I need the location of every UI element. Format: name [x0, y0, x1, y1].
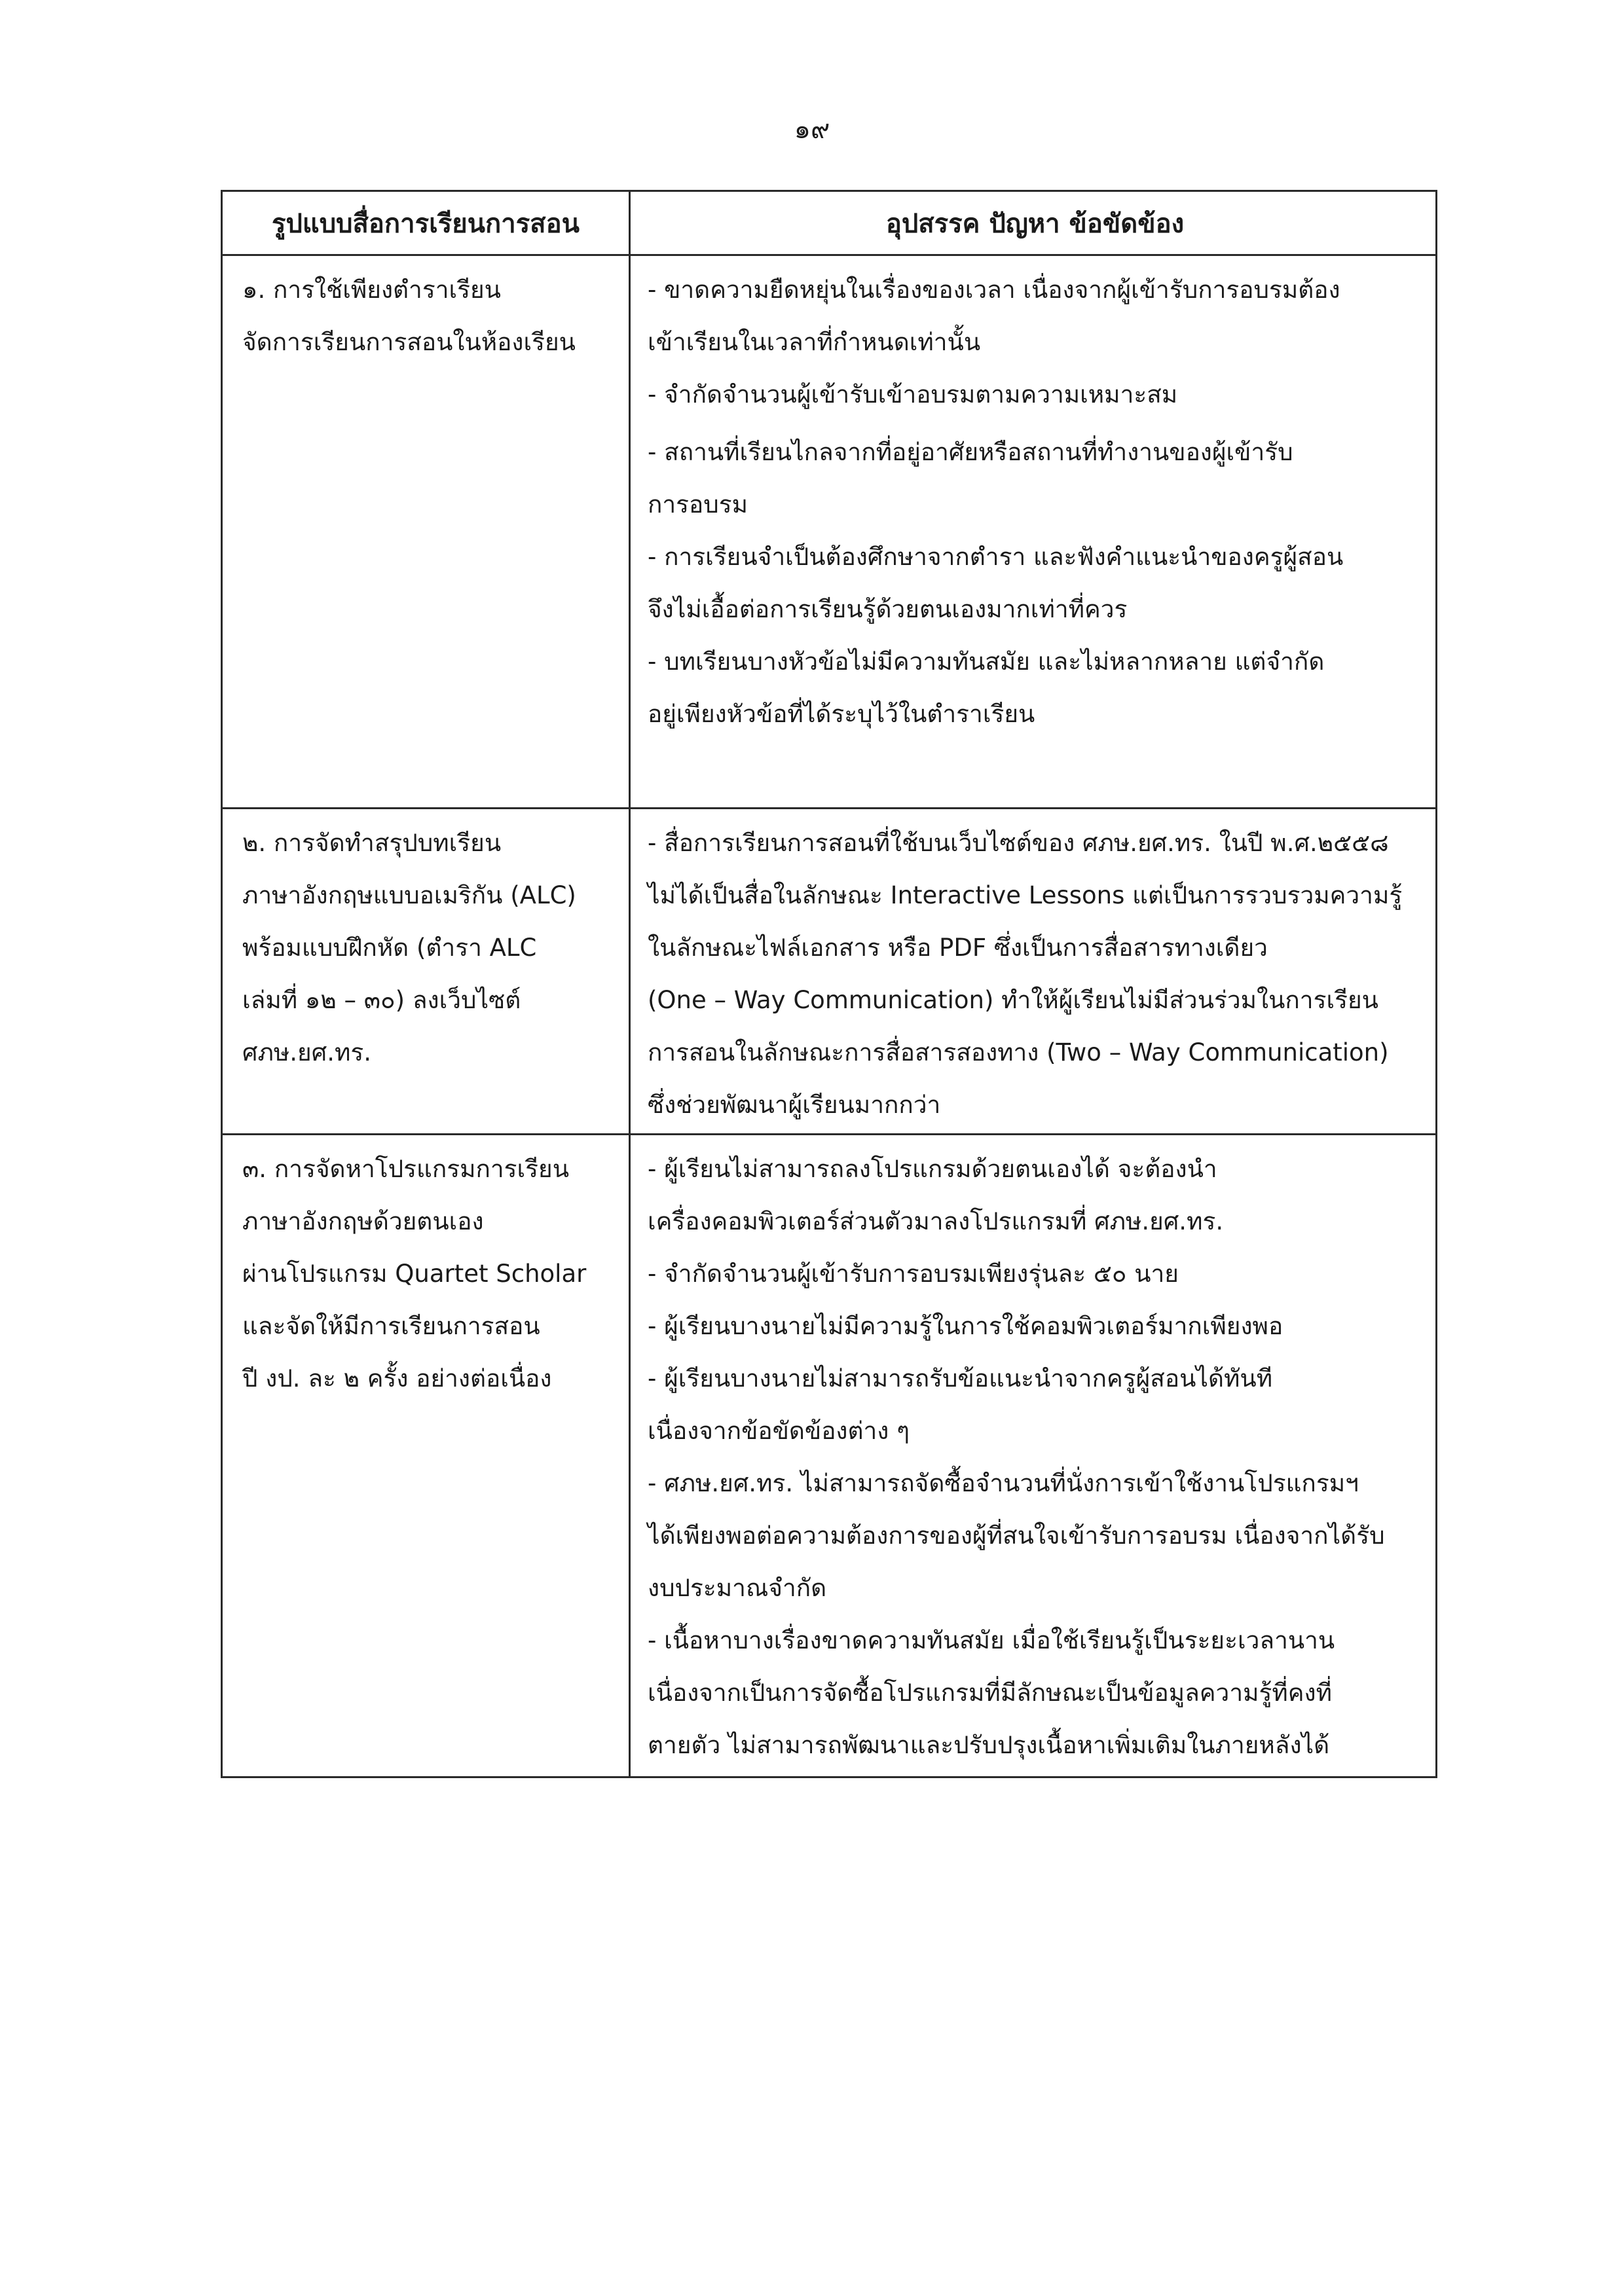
row-3-media-line: และจัดให้มีการเรียนการสอน: [242, 1312, 540, 1340]
obstacle-line: ในลักษณะไฟล์เอกสาร หรือ PDF ซึ่งเป็นการสื่อสารทางเดียว: [648, 934, 1268, 962]
obstacle-line: - จำกัดจำนวนผู้เข้ารับเข้าอบรมตามความเหมาะสม: [648, 380, 1178, 409]
obstacle-line: อยู่เพียงหัวข้อที่ได้ระบุไว้ในตำราเรียน: [648, 700, 1035, 728]
obstacle-line: จึงไม่เอื้อต่อการเรียนรู้ด้วยตนเองมากเท่าที่ควร: [648, 595, 1128, 623]
obstacle-line: - บทเรียนบางหัวข้อไม่มีความทันสมัย และไม่หลากหลาย แต่จำกัด: [648, 647, 1325, 676]
obstacle-line: - สถานที่เรียนไกลจากที่อยู่อาศัยหรือสถานที่ทำงานของผู้เข้ารับ: [648, 438, 1293, 466]
obstacle-line: เนื่องจากเป็นการจัดซื้อโปรแกรมที่มีลักษณะเป็นข้อมูลความรู้ที่คงที่: [648, 1679, 1332, 1707]
row-3-media: [223, 1135, 629, 1777]
row-1-obstacles: [631, 256, 1439, 781]
row-2-media-line: เล่มที่ ๑๒ – ๓๐) ลงเว็บไซต์: [242, 986, 521, 1014]
obstacle-line: (One – Way Communication) ทำให้ผู้เรียนไม่มีส่วนร่วมในการเรียน: [648, 986, 1378, 1014]
obstacle-line: - การเรียนจำเป็นต้องศึกษาจากตำรา และฟังคำแนะนำของครูผู้สอน: [648, 543, 1344, 571]
obstacle-line: การสอนในลักษณะการสื่อสารสองทาง (Two – Way Communication): [648, 1038, 1389, 1066]
obstacle-line: ซึ่งช่วยพัฒนาผู้เรียนมากกว่า: [648, 1091, 941, 1119]
obstacle-line: ไม่ได้เป็นสื่อในลักษณะ Interactive Lessons แต่เป็นการรวบรวมความรู้: [648, 881, 1403, 909]
row-2-media: [223, 809, 629, 1140]
row-3-media-line: ผ่านโปรแกรม Quartet Scholar: [242, 1260, 587, 1288]
obstacle-line: - ผู้เรียนบางนายไม่มีความรู้ในการใช้คอมพิวเตอร์มากเพียงพอ: [648, 1312, 1283, 1340]
row-1-media-line: จัดการเรียนการสอนในห้องเรียน: [242, 328, 576, 356]
obstacle-line: ตายตัว ไม่สามารถพัฒนาและปรับปรุงเนื้อหาเพิ่มเติมในภายหลังได้: [648, 1731, 1330, 1759]
obstacle-line: - เนื้อหาบางเรื่องขาดความทันสมัย เมื่อใช้เรียนรู้เป็นระยะเวลานาน: [648, 1626, 1335, 1654]
row-2-media-line: ๒. การจัดทำสรุปบทเรียน: [242, 829, 502, 857]
header-obstacles: อุปสรรค ปัญหา ข้อขัดข้อง: [885, 208, 1185, 239]
row-2-media-line: พร้อมแบบฝึกหัด (ตำรา ALC: [242, 934, 537, 962]
header-media-format: รูปแบบสื่อการเรียนการสอน: [272, 208, 580, 239]
row-3-media-line: ๓. การจัดหาโปรแกรมการเรียน: [242, 1155, 570, 1183]
row-3-obstacles: [631, 1135, 1439, 1777]
obstacle-line: - ผู้เรียนไม่สามารถลงโปรแกรมด้วยตนเองได้ จะต้องนำ: [648, 1155, 1217, 1183]
obstacle-line: - จำกัดจำนวนผู้เข้ารับการอบรมเพียงรุ่นละ ๕๐ นาย: [648, 1260, 1179, 1288]
obstacle-line: - ขาดความยืดหยุ่นในเรื่องของเวลา เนื่องจากผู้เข้ารับการอบรมต้อง: [648, 276, 1340, 304]
row-3-media-line: ปี งป. ละ ๒ ครั้ง อย่างต่อเนื่อง: [242, 1364, 552, 1393]
row-3-media-line: ภาษาอังกฤษด้วยตนเอง: [242, 1207, 484, 1235]
row-1-media: [223, 256, 629, 781]
obstacle-line: ได้เพียงพอต่อความต้องการของผู้ที่สนใจเข้ารับการอบรม เนื่องจากได้รับ: [648, 1522, 1385, 1550]
obstacle-line: งบประมาณจำกัด: [648, 1574, 827, 1602]
page-number: ๑๙: [794, 115, 830, 145]
obstacle-line: เครื่องคอมพิวเตอร์ส่วนตัวมาลงโปรแกรมที่ ศภษ.ยศ.ทร.: [648, 1207, 1224, 1235]
obstacle-line: เข้าเรียนในเวลาที่กำหนดเท่านั้น: [648, 328, 981, 356]
row-1-media-line: ๑. การใช้เพียงตำราเรียน: [242, 276, 501, 304]
obstacle-line: - ผู้เรียนบางนายไม่สามารถรับข้อแนะนำจากครูผู้สอนได้ทันที: [648, 1364, 1273, 1393]
row-2-media-line: ภาษาอังกฤษแบบอเมริกัน (ALC): [242, 881, 576, 909]
row-2-media-line: ศภษ.ยศ.ทร.: [242, 1038, 371, 1066]
obstacle-line: การอบรม: [648, 490, 748, 519]
obstacle-line: - สื่อการเรียนการสอนที่ใช้บนเว็บไซต์ของ ศภษ.ยศ.ทร. ในปี พ.ศ.๒๕๕๘: [648, 829, 1389, 857]
obstacle-line: - ศภษ.ยศ.ทร. ไม่สามารถจัดซื้อจำนวนที่นั่งการเข้าใช้งานโปรแกรมฯ: [648, 1469, 1359, 1497]
obstacle-line: เนื่องจากข้อขัดข้องต่าง ๆ: [648, 1417, 910, 1445]
row-2-obstacles: [631, 809, 1439, 1140]
obstacles-table: [221, 190, 1437, 1778]
